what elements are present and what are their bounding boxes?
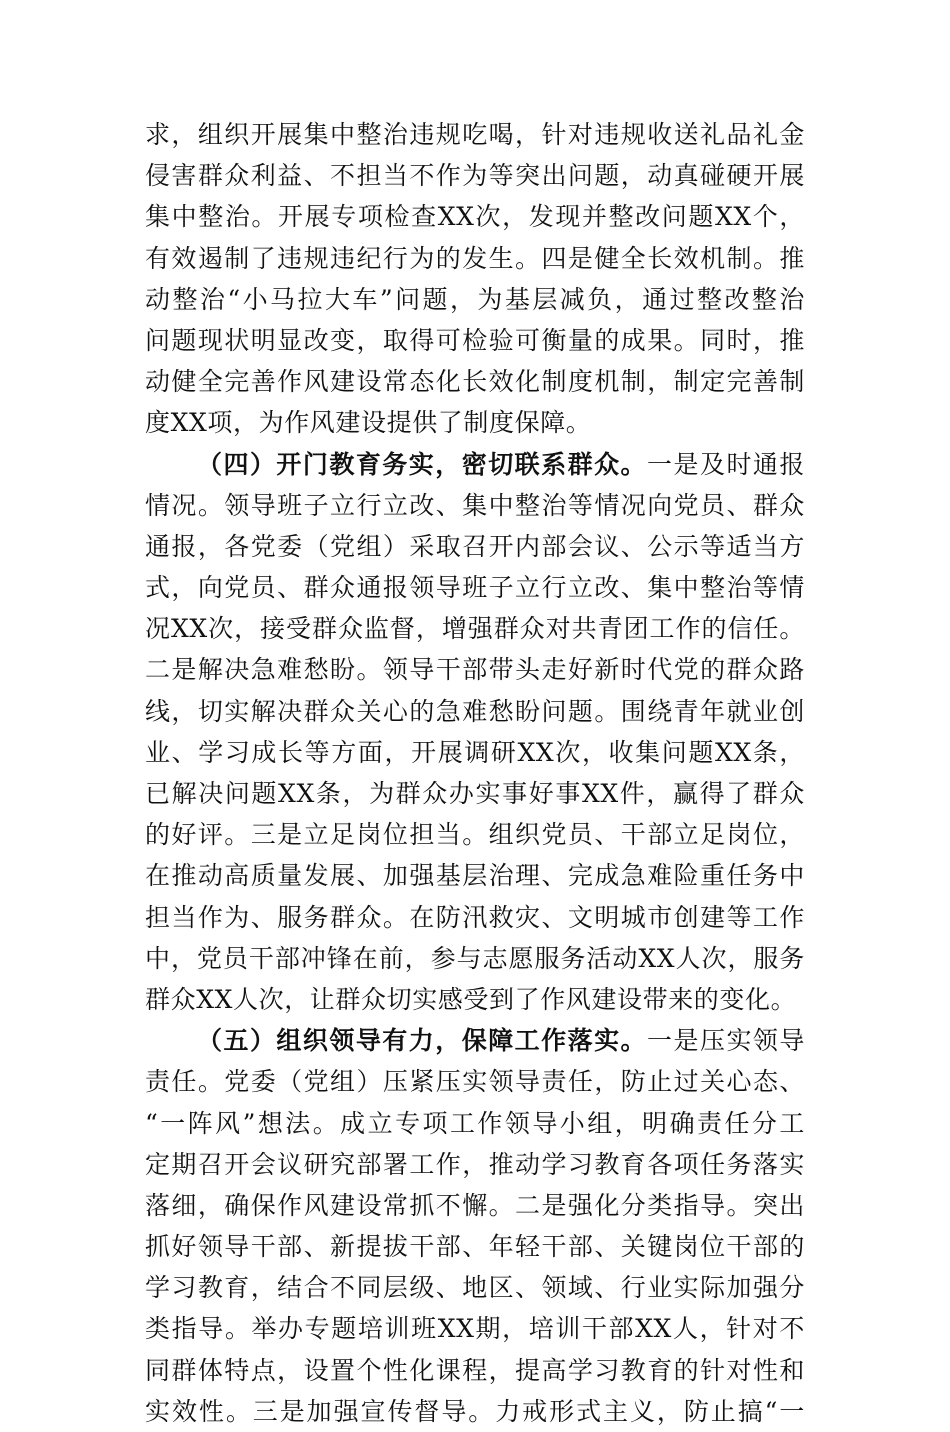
text-line: 有效遏制了违规违纪行为的发生。四是健全长效机制。推 xyxy=(145,243,805,273)
text-line: 集中整治。开展专项检查XX次，发现并整改问题XX个， xyxy=(145,202,805,232)
text-line: 落细，确保作风建设常抓不懈。二是强化分类指导。突出 xyxy=(145,1190,805,1220)
section-heading-line xyxy=(145,1020,805,1061)
section-heading: （五）组织领导有力，保障工作落实。 xyxy=(197,1026,648,1056)
text-line: 求，组织开展集中整治违规吃喝，针对违规收送礼品礼金 xyxy=(145,120,805,149)
text-line: 二是解决急难愁盼。领导干部带头走好新时代党的群众路 xyxy=(145,655,805,685)
text-line: 通报，各党委（党组）采取召开内部会议、公示等适当方 xyxy=(145,531,805,561)
heading-line-rest: 一是压实领导 xyxy=(647,1026,805,1056)
text-line: 责任。党委（党组）压紧压实领导责任，防止过关心态、 xyxy=(145,1067,805,1097)
text-line: 担当作为、服务群众。在防汛救灾、文明城市创建等工作 xyxy=(145,902,805,932)
text-line: 况XX次，接受群众监督，增强群众对共青团工作的信任。 xyxy=(145,614,805,644)
text-line: 度XX项，为作风建设提供了制度保障。 xyxy=(145,408,592,438)
text-line: 问题现状明显改变，取得可检验可衡量的成果。同时，推 xyxy=(145,325,805,355)
paragraph-organizational-leadership xyxy=(145,1020,805,1432)
text-line: 情况。领导班子立行立改、集中整治等情况向党员、群众 xyxy=(145,490,805,520)
text-line: 已解决问题XX条，为群众办实事好事XX件，赢得了群众 xyxy=(145,779,805,808)
paragraph-work-style-rectification xyxy=(145,114,805,444)
text-line: 定期召开会议研究部署工作，推动学习教育各项任务落实 xyxy=(145,1149,805,1179)
text-line: 同群体特点，设置个性化课程，提高学习教育的针对性和 xyxy=(145,1355,805,1385)
text-line: 实效性。三是加强宣传督导。力戒形式主义，防止搞“一 xyxy=(145,1396,805,1426)
text-line: 式，向党员、群众通报领导班子立行立改、集中整治等情 xyxy=(145,573,805,603)
text-line: 抓好领导干部、新提拔干部、年轻干部、关键岗位干部的 xyxy=(145,1232,805,1262)
paragraph-open-door-education xyxy=(145,444,805,1021)
section-heading: （四）开门教育务实，密切联系群众。 xyxy=(197,449,648,479)
text-line: “一阵风”想法。成立专项工作领导小组，明确责任分工 xyxy=(145,1108,805,1138)
section-heading-line xyxy=(145,444,805,485)
text-line: 线，切实解决群众关心的急难愁盼问题。围绕青年就业创 xyxy=(145,696,805,726)
heading-line-rest: 一是及时通报 xyxy=(647,449,805,479)
text-line: 动整治“小马拉大车”问题，为基层减负，通过整改整治 xyxy=(145,284,805,314)
text-line: 中，党员干部冲锋在前，参与志愿服务活动XX人次，服务 xyxy=(145,943,805,973)
text-line: 类指导。举办专题培训班XX期，培训干部XX人，针对不 xyxy=(145,1314,805,1344)
text-line: 群众XX人次，让群众切实感受到了作风建设带来的变化。 xyxy=(145,984,797,1014)
text-line: 业、学习成长等方面，开展调研XX次，收集问题XX条， xyxy=(145,737,805,767)
text-line: 在推动高质量发展、加强基层治理、完成急难险重任务中 xyxy=(145,861,805,891)
text-line: 学习教育，结合不同层级、地区、领域、行业实际加强分 xyxy=(145,1273,805,1303)
text-line: 侵害群众利益、不担当不作为等突出问题，动真碰硬开展 xyxy=(145,161,805,191)
text-line: 的好评。三是立足岗位担当。组织党员、干部立足岗位， xyxy=(145,820,805,850)
document-body xyxy=(145,114,805,1432)
text-line: 动健全完善作风建设常态化长效化制度机制，制定完善制 xyxy=(145,367,805,397)
